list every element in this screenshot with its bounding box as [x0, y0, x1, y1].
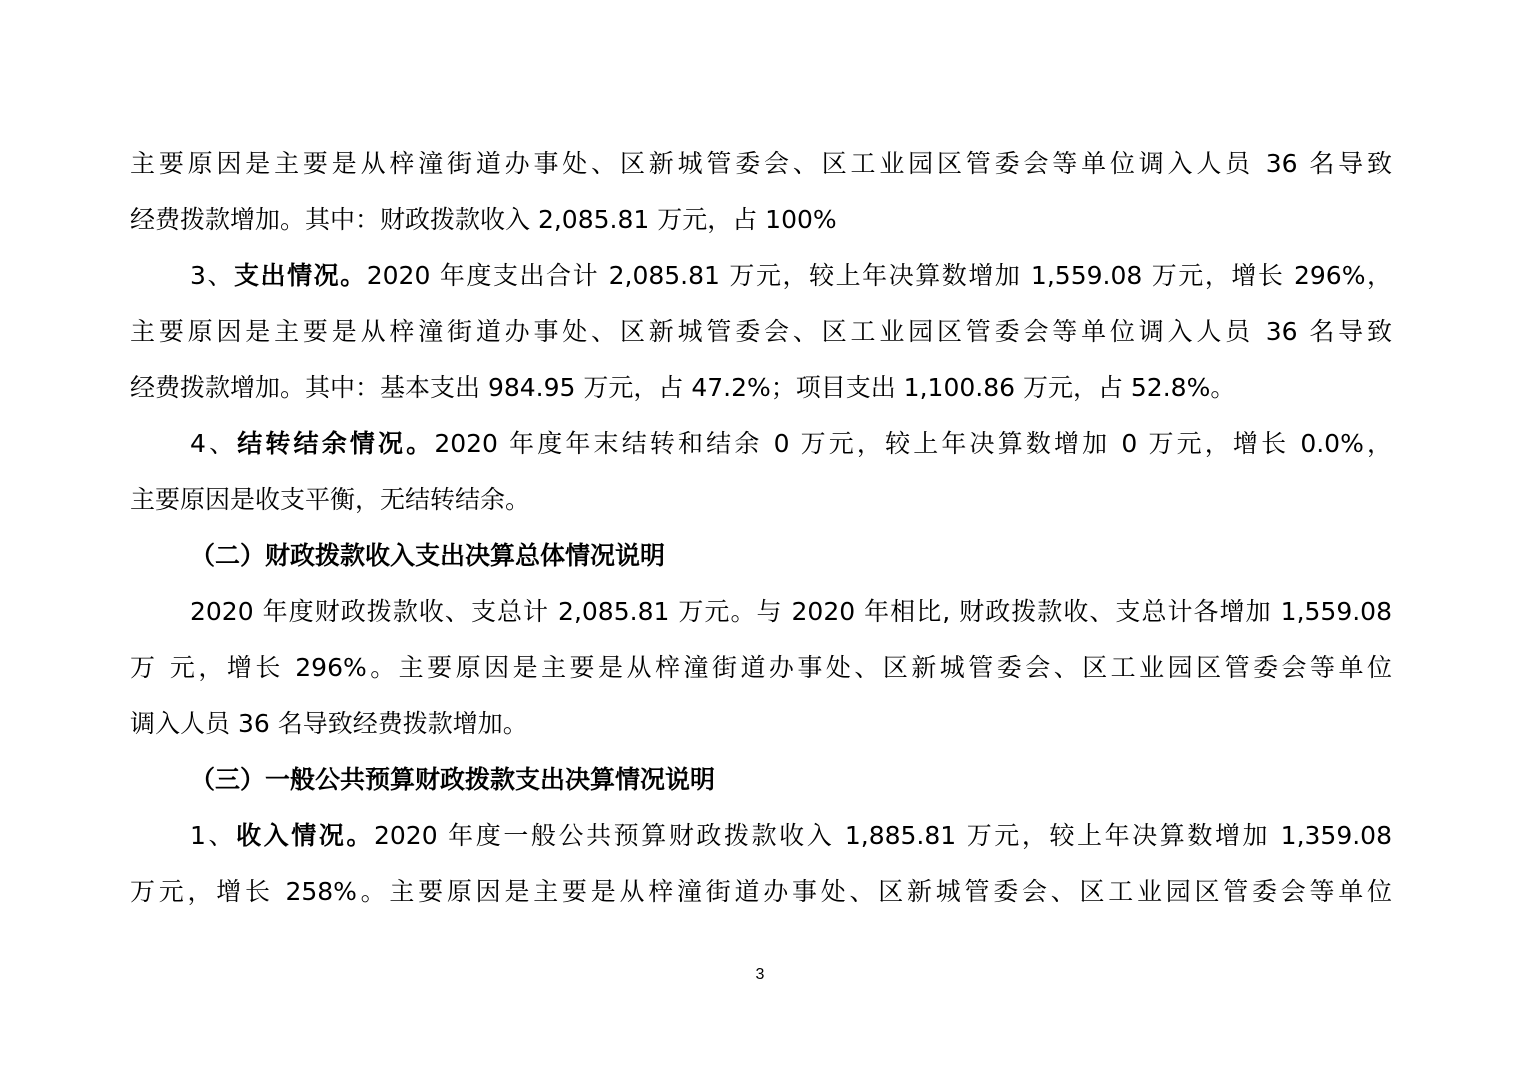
paragraph-line: 经费拨款增加。其中：财政拨款收入 2,085.81 万元，占 100% — [130, 205, 837, 234]
paragraph-line-income — [130, 808, 1392, 864]
section-heading-2: （二）财政拨款收入支出决算总体情况说明 — [190, 541, 666, 570]
item-text: 2020 年度支出合计 2,085.81 万元，较上年决算数增加 1,559.08 万元，增长 296%， — [366, 261, 1392, 290]
paragraph-line: 主要原因是主要是从梓潼街道办事处、区新城管委会、区工业园区管委会等单位调入人员 36 名导致 — [130, 149, 1392, 178]
paragraph-line-carryover — [130, 416, 1392, 472]
item-text: 2020 年度一般公共预算财政拨款收入 1,885.81 万元，较上年决算数增加 1,359.08 — [374, 821, 1392, 850]
paragraph-line: 万元，增长 258%。主要原因是主要是从梓潼街道办事处、区新城管委会、区工业园区管委会等单位 — [130, 877, 1392, 906]
paragraph-line: 主要原因是主要是从梓潼街道办事处、区新城管委会、区工业园区管委会等单位调入人员 36 名导致 — [130, 317, 1392, 346]
item-text: 2020 年度年末结转和结余 0 万元，较上年决算数增加 0 万元，增长 0.0%， — [434, 429, 1392, 458]
section-heading-3: （三）一般公共预算财政拨款支出决算情况说明 — [190, 765, 716, 794]
item-number: 1、 — [190, 821, 237, 850]
paragraph-line-expenditure — [130, 248, 1392, 304]
paragraph-line: 调入人员 36 名导致经费拨款增加。 — [130, 709, 528, 738]
paragraph-line: 主要原因是收支平衡，无结转结余。 — [130, 485, 531, 514]
item-number: 4、 — [190, 429, 238, 458]
item-number: 3、 — [190, 261, 234, 290]
item-title: 支出情况。 — [234, 261, 367, 290]
paragraph-line: 万 元，增长 296%。主要原因是主要是从梓潼街道办事处、区新城管委会、区工业园区管委会等单位 — [130, 653, 1392, 682]
page-number: 3 — [755, 966, 765, 983]
document-body — [130, 136, 1392, 920]
paragraph-line: 2020 年度财政拨款收、支总计 2,085.81 万元。与 2020 年相比, 财政拨款收、支总计各增加 1,559.08 — [190, 597, 1392, 626]
paragraph-line: 经费拨款增加。其中：基本支出 984.95 万元，占 47.2%；项目支出 1,100.86 万元，占 52.8%。 — [130, 373, 1236, 402]
item-title: 收入情况。 — [236, 821, 374, 850]
item-title: 结转结余情况。 — [237, 429, 435, 458]
